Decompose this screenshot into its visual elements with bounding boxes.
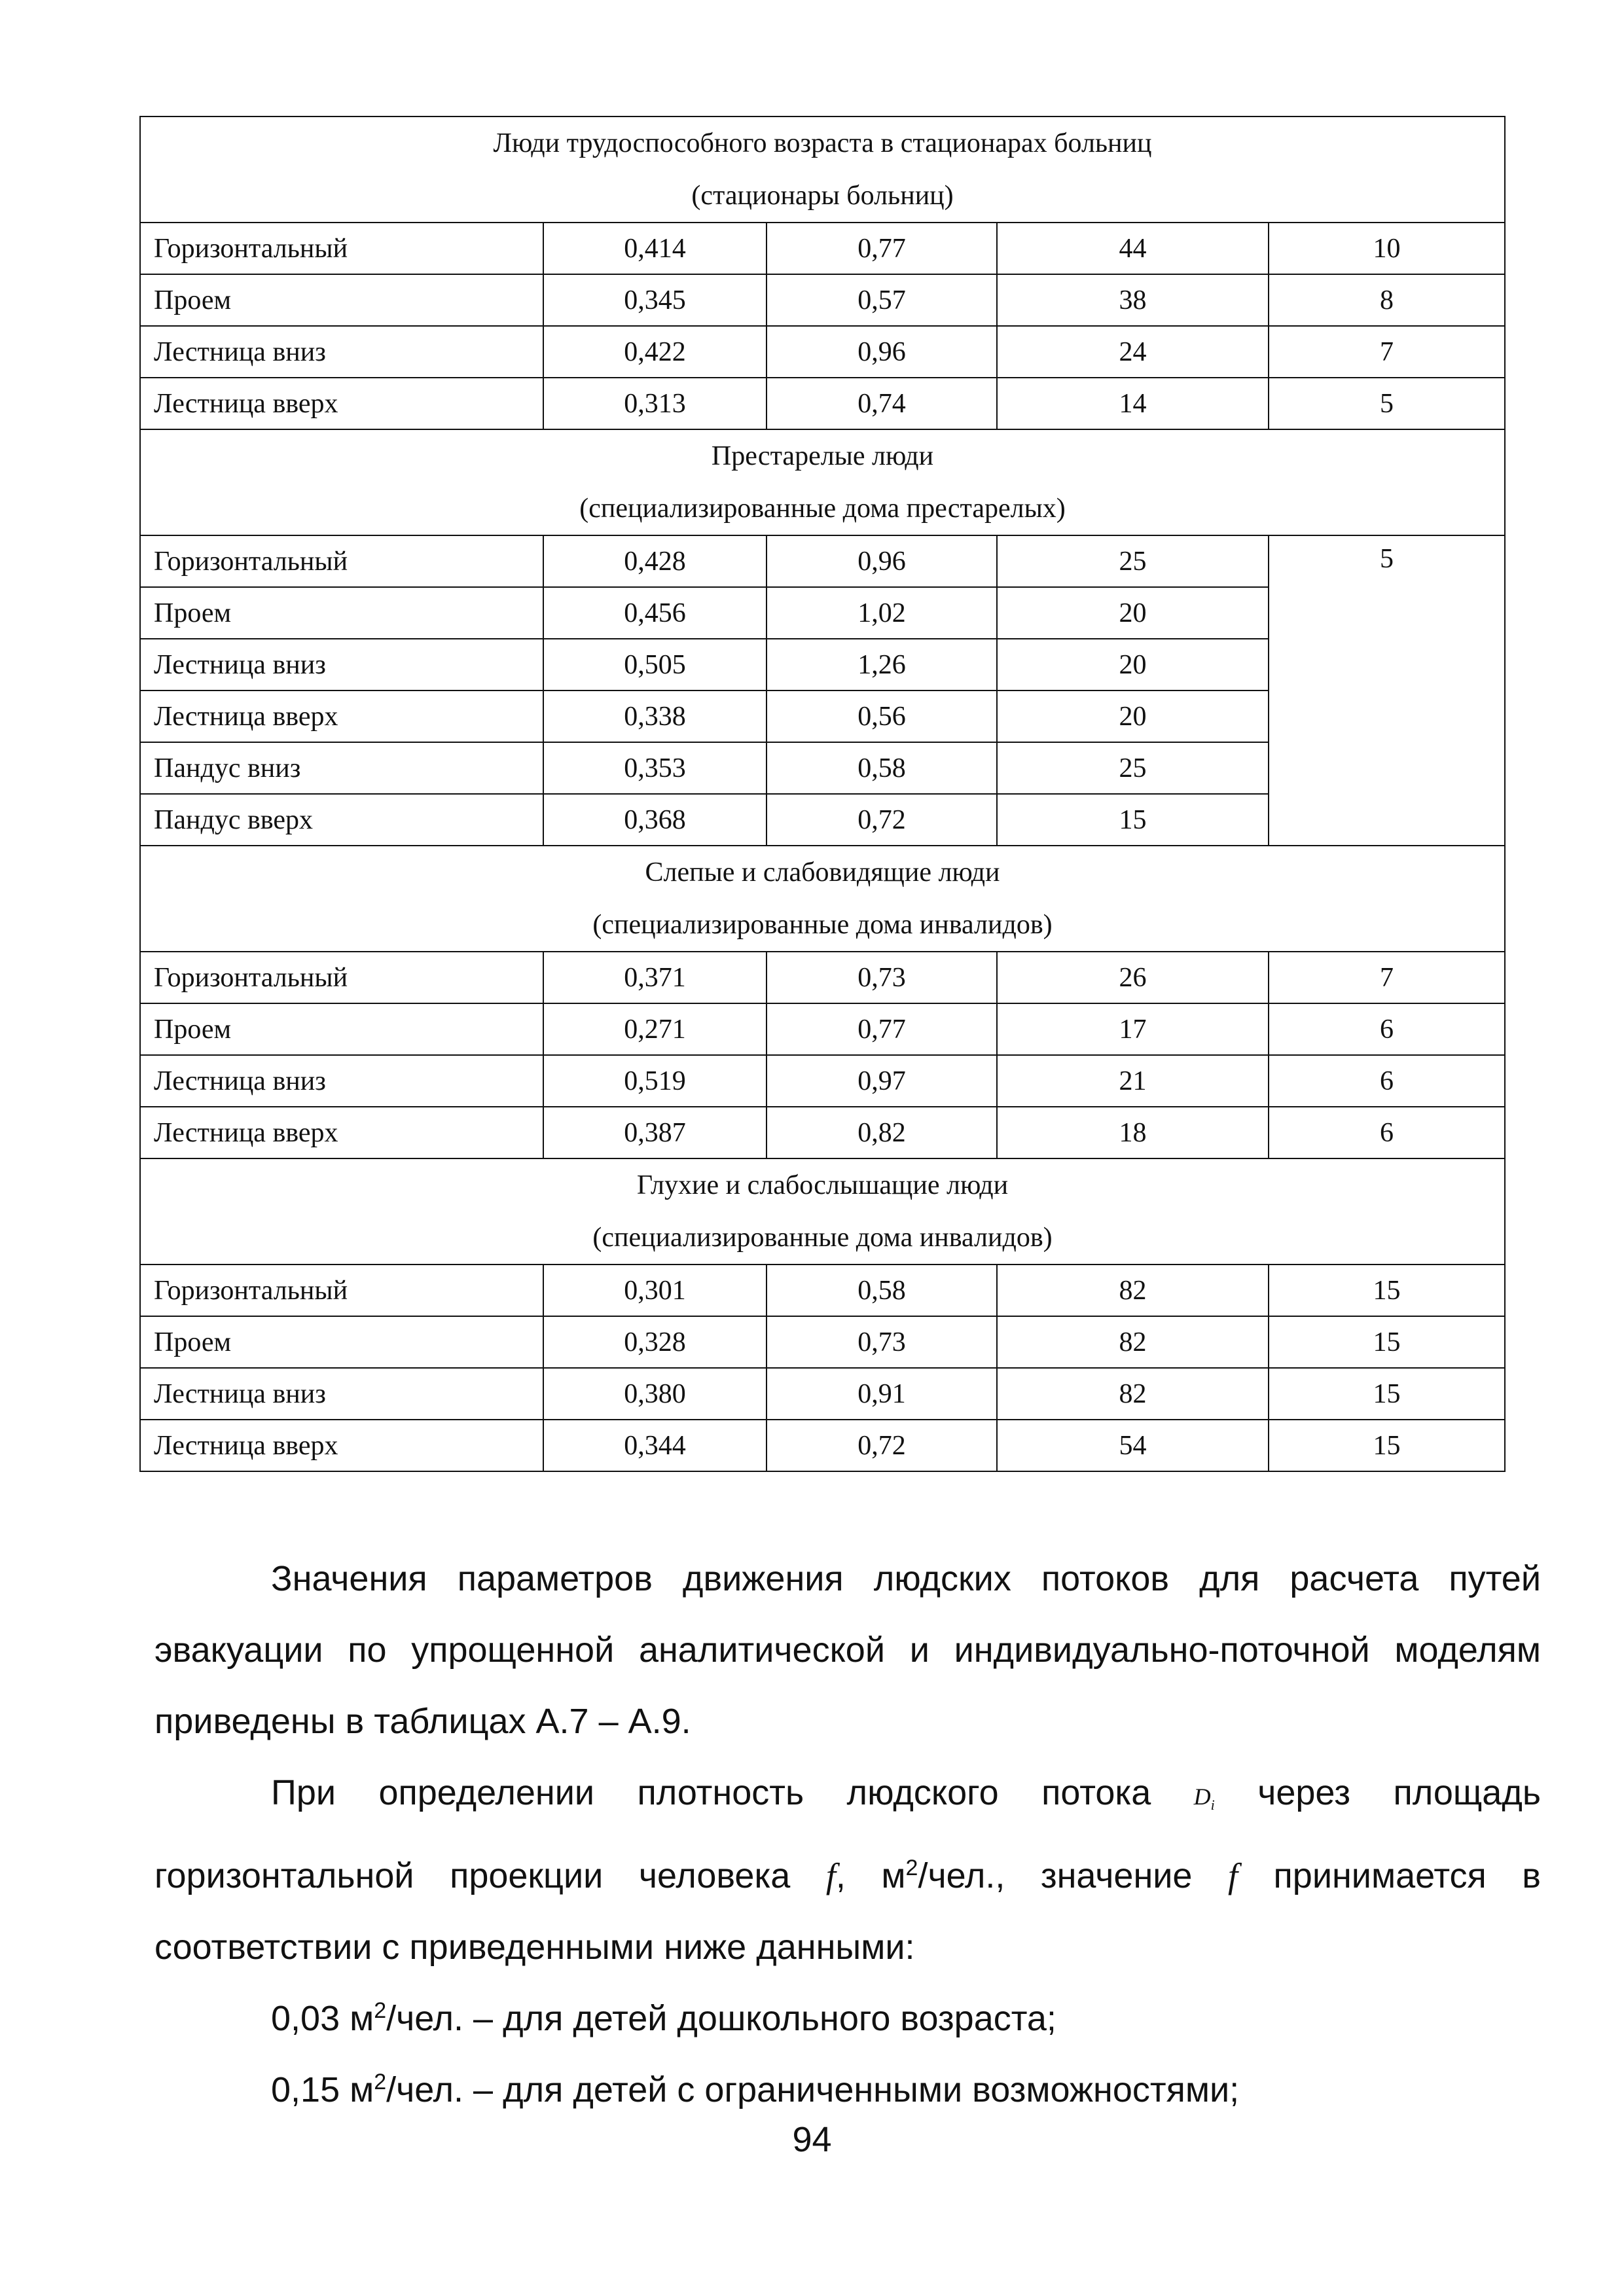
evacuation-parameters-table	[139, 116, 1506, 1472]
table-cell: 0,328	[543, 1316, 767, 1368]
area-variable: f	[1228, 1856, 1238, 1896]
body-text	[154, 1543, 1541, 2126]
movement-type-cell: Лестница вверх	[140, 378, 543, 429]
table-cell: 0,301	[543, 1265, 767, 1316]
table-cell: 25	[997, 742, 1269, 794]
table-cell: 0,72	[767, 1420, 997, 1471]
group-header-row	[140, 1158, 1505, 1265]
table-cell: 54	[997, 1420, 1269, 1471]
group-header-cell	[140, 1158, 1505, 1265]
group-header-row	[140, 846, 1505, 952]
unit-exponent: 2	[374, 1998, 387, 2024]
movement-type-cell: Проем	[140, 587, 543, 639]
unit-exponent: 2	[905, 1856, 918, 1881]
table-cell: 20	[997, 691, 1269, 742]
movement-type-cell: Лестница вверх	[140, 1107, 543, 1158]
item-text: /чел. – для детей дошкольного возраста;	[386, 1999, 1056, 2039]
table-cell: 44	[997, 223, 1269, 274]
table-cell: 6	[1269, 1107, 1505, 1158]
table-cell: 0,505	[543, 639, 767, 691]
movement-type-cell: Лестница вверх	[140, 691, 543, 742]
group-header-row	[140, 429, 1505, 535]
table-cell: 21	[997, 1055, 1269, 1107]
group-subtitle: (специализированные дома инвалидов)	[592, 1223, 1053, 1253]
table-cell: 18	[997, 1107, 1269, 1158]
table-cell: 17	[997, 1003, 1269, 1055]
table-cell: 0,97	[767, 1055, 997, 1107]
group-header-cell	[140, 846, 1505, 952]
table-cell: 15	[1269, 1368, 1505, 1420]
density-variable	[1193, 1784, 1215, 1814]
table-cell: 0,82	[767, 1107, 997, 1158]
table-cell: 0,58	[767, 1265, 997, 1316]
group-header-row	[140, 117, 1505, 223]
table-cell: 1,02	[767, 587, 997, 639]
movement-type-cell: Горизонтальный	[140, 535, 543, 587]
table-cell: 82	[997, 1368, 1269, 1420]
table-cell: 8	[1269, 274, 1505, 326]
table-cell: 0,380	[543, 1368, 767, 1420]
group-subtitle: (специализированные дома престарелых)	[579, 493, 1066, 524]
table-cell: 7	[1269, 952, 1505, 1003]
table-cell: 15	[1269, 1265, 1505, 1316]
table-cell: 20	[997, 587, 1269, 639]
item-value: 0,03 м	[271, 1999, 374, 2039]
group-title: Глухие и слабослышащие люди	[636, 1170, 1009, 1200]
group-subtitle: (стационары больниц)	[691, 181, 954, 211]
group-title: Слепые и слабовидящие люди	[645, 857, 1000, 888]
table-row	[140, 1055, 1505, 1107]
table-row	[140, 274, 1505, 326]
table-cell: 20	[997, 639, 1269, 691]
table-cell: 6	[1269, 1055, 1505, 1107]
table-body	[140, 117, 1505, 1471]
table-cell: 0,77	[767, 1003, 997, 1055]
table-cell: 82	[997, 1265, 1269, 1316]
area-variable: f	[825, 1856, 836, 1896]
density-variable-index: i	[1210, 1797, 1215, 1814]
table-cell: 0,371	[543, 952, 767, 1003]
table-cell: 38	[997, 274, 1269, 326]
movement-type-cell: Проем	[140, 1316, 543, 1368]
table-cell: 0,345	[543, 274, 767, 326]
table-cell: 15	[1269, 1420, 1505, 1471]
table-cell: 0,519	[543, 1055, 767, 1107]
table-cell: 0,74	[767, 378, 997, 429]
table-cell: 5	[1269, 378, 1505, 429]
table-cell: 0,414	[543, 223, 767, 274]
item-text: /чел. – для детей с ограниченными возможностями;	[386, 2070, 1240, 2110]
group-title: Престарелые люди	[711, 441, 934, 471]
table-cell: 10	[1269, 223, 1505, 274]
list-item-disabilities	[154, 2054, 1541, 2126]
table-cell: 0,353	[543, 742, 767, 794]
movement-type-cell: Лестница вверх	[140, 1420, 543, 1471]
density-variable-letter: D	[1193, 1784, 1211, 1810]
table-cell: 0,77	[767, 223, 997, 274]
table-row	[140, 1265, 1505, 1316]
table-cell: 14	[997, 378, 1269, 429]
table-row	[140, 952, 1505, 1003]
table-row	[140, 326, 1505, 378]
item-value: 0,15 м	[271, 2070, 374, 2110]
paragraph-tables-reference: Значения параметров движения людских потоков для расчета путей эвакуации по упрощенной аналитической и индивидуально-поточной моделям приведены в таблицах А.7 – А.9.	[154, 1559, 1541, 1741]
movement-type-cell: Лестница вниз	[140, 326, 543, 378]
table-cell: 0,271	[543, 1003, 767, 1055]
movement-type-cell: Лестница вниз	[140, 1368, 543, 1420]
table-cell: 7	[1269, 326, 1505, 378]
paragraph-density-definition	[154, 1757, 1541, 1983]
paragraph-text-part: При определении плотность людского потока	[271, 1773, 1151, 1812]
movement-type-cell: Лестница вниз	[140, 1055, 543, 1107]
table-cell: 0,72	[767, 794, 997, 846]
merged-table-cell: 5	[1269, 535, 1505, 846]
table-row	[140, 1107, 1505, 1158]
table-cell: 0,344	[543, 1420, 767, 1471]
table-cell: 24	[997, 326, 1269, 378]
table-cell: 0,313	[543, 378, 767, 429]
table-cell: 0,428	[543, 535, 767, 587]
movement-type-cell: Проем	[140, 274, 543, 326]
table-cell: 1,26	[767, 639, 997, 691]
group-title: Люди трудоспособного возраста в стационарах больниц	[493, 128, 1152, 158]
group-header-cell	[140, 117, 1505, 223]
table-cell: 0,422	[543, 326, 767, 378]
movement-type-cell: Горизонтальный	[140, 952, 543, 1003]
table-row	[140, 223, 1505, 274]
table-row	[140, 378, 1505, 429]
paragraph-text-part: через площадь горизонтальной проекции человека	[154, 1773, 1541, 1896]
movement-type-cell: Пандус вниз	[140, 742, 543, 794]
table-cell: 0,456	[543, 587, 767, 639]
table-cell: 0,338	[543, 691, 767, 742]
movement-type-cell: Горизонтальный	[140, 1265, 543, 1316]
table-cell: 26	[997, 952, 1269, 1003]
unit-exponent: 2	[374, 2070, 387, 2095]
table-cell: 6	[1269, 1003, 1505, 1055]
list-item-preschool	[154, 1983, 1541, 2054]
group-subtitle: (специализированные дома инвалидов)	[592, 910, 1053, 940]
movement-type-cell: Проем	[140, 1003, 543, 1055]
group-header-cell	[140, 429, 1505, 535]
table-cell: 0,387	[543, 1107, 767, 1158]
table-cell: 0,91	[767, 1368, 997, 1420]
table-cell: 0,58	[767, 742, 997, 794]
movement-type-cell: Горизонтальный	[140, 223, 543, 274]
table-cell: 0,73	[767, 952, 997, 1003]
table-cell: 25	[997, 535, 1269, 587]
table-cell: 0,73	[767, 1316, 997, 1368]
table-cell: 0,96	[767, 535, 997, 587]
movement-type-cell: Пандус вверх	[140, 794, 543, 846]
table-cell: 0,368	[543, 794, 767, 846]
paragraph-text-part: /чел., значение	[918, 1856, 1193, 1896]
table-row	[140, 1316, 1505, 1368]
movement-type-cell: Лестница вниз	[140, 639, 543, 691]
page-number: 94	[792, 2120, 832, 2159]
table-cell: 15	[1269, 1316, 1505, 1368]
paragraph-text-part: , м	[835, 1856, 906, 1896]
table-row	[140, 1368, 1505, 1420]
table-cell: 15	[997, 794, 1269, 846]
table-row	[140, 535, 1505, 587]
table-cell: 0,96	[767, 326, 997, 378]
table-cell: 82	[997, 1316, 1269, 1368]
table-row	[140, 1420, 1505, 1471]
paragraph-text-part: принимается в соответствии с приведенными ниже данными:	[154, 1856, 1541, 1967]
table-row	[140, 1003, 1505, 1055]
table-cell: 0,57	[767, 274, 997, 326]
table-cell: 0,56	[767, 691, 997, 742]
